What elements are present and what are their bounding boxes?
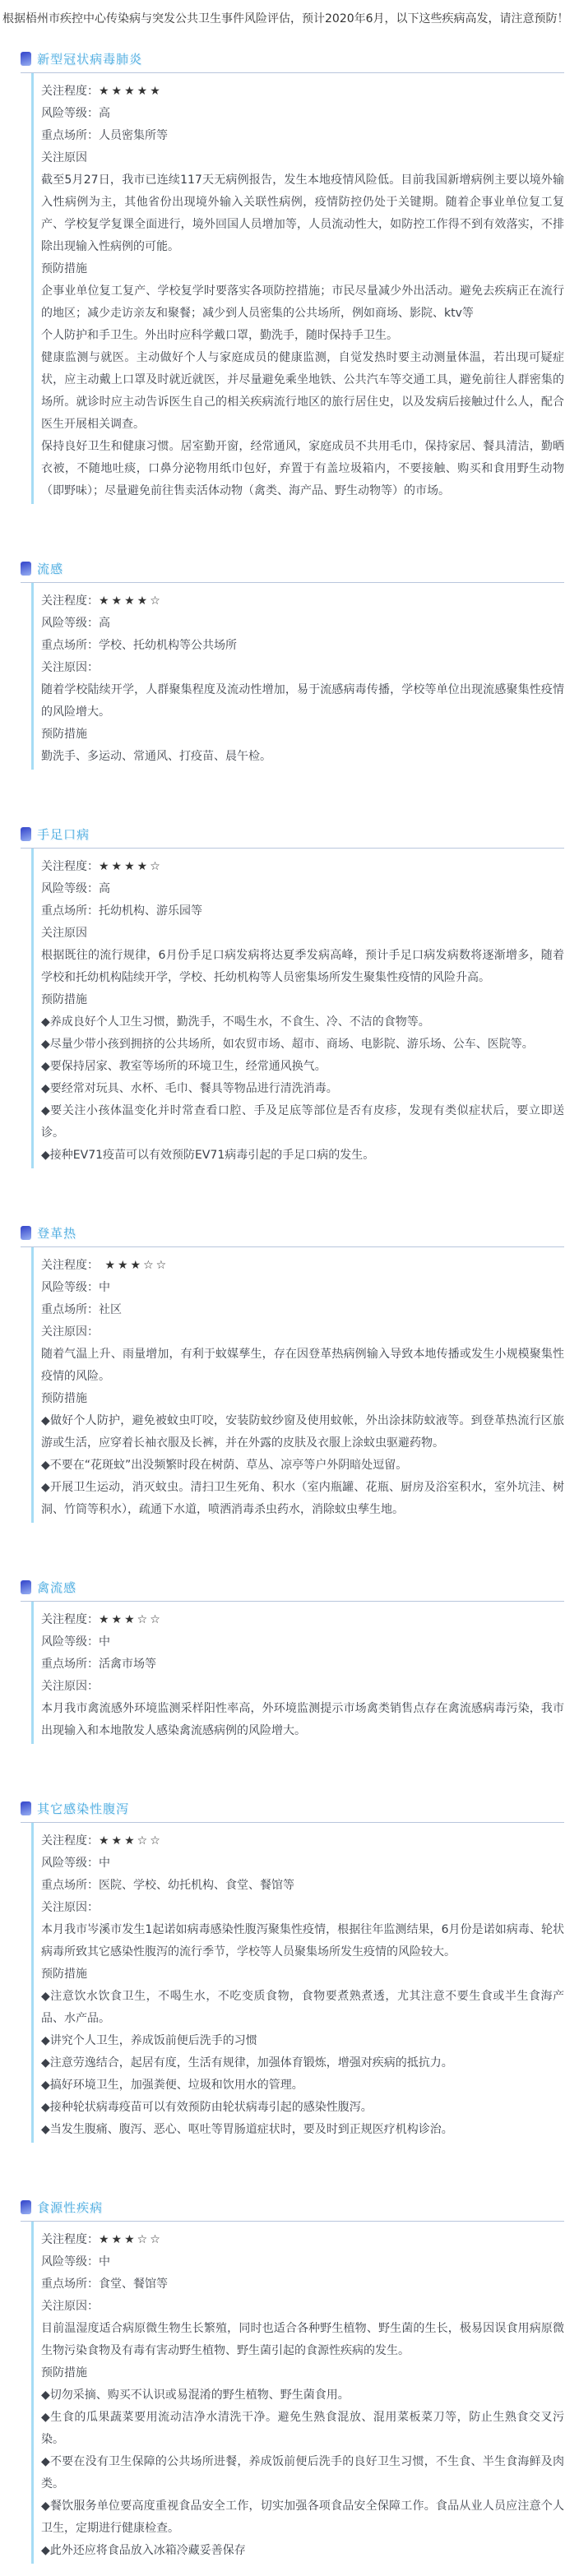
attention-line: [41, 1609, 564, 1631]
risk-label: 风险等级：: [41, 882, 99, 895]
section-title: 登革热: [37, 1226, 77, 1241]
risk-line: [41, 1631, 564, 1653]
places-line: [41, 125, 564, 147]
section-title: 禽流感: [37, 1580, 77, 1595]
prevention-measure: ◆接种EV71疫苗可以有效预防EV71病毒引起的手足口病的发生。: [41, 1149, 375, 1162]
reason-label: 关注原因：: [41, 1680, 99, 1693]
risk-value: 中: [99, 2255, 110, 2268]
reason-text: 目前温湿度适合病原微生物生长繁殖，同时也适合各种野生植物、野生菌的生长，极易因误食用病原微生物污染食物及有毒有害动野生植物、野生菌引起的食源性疾病的发生。: [41, 2322, 564, 2357]
reason-label: 关注原因：: [41, 2300, 99, 2313]
places-line: [41, 1653, 564, 1676]
prevention-measure: ◆不要在“花斑蚊”出没频繁时段在树荫、草丛、凉亭等户外阴暗处逗留。: [41, 1459, 408, 1472]
section-bullet-icon: [21, 1226, 31, 1240]
disease-section: [21, 1579, 564, 1744]
star-rating: ★★★★☆: [99, 860, 163, 873]
places-line: [41, 2273, 564, 2296]
section-body: [31, 849, 564, 1168]
section-body: [31, 2222, 564, 2564]
risk-value: 中: [99, 1281, 110, 1294]
prevention-label: 预防措施: [41, 2366, 87, 2379]
section-title: 新型冠状病毒肺炎: [37, 52, 143, 67]
risk-label: 风险等级：: [41, 1281, 99, 1294]
risk-line: [41, 103, 564, 125]
section-body: [31, 1602, 564, 1744]
disease-section: [21, 1800, 564, 2143]
reason-label: 关注原因: [41, 927, 87, 940]
attention-label: 关注程度：: [41, 860, 99, 873]
prevention-measure: ◆接种轮状病毒疫苗可以有效预防由轮状病毒引起的感染性腹泻。: [41, 2101, 373, 2114]
star-rating: ★★★☆☆: [99, 1834, 163, 1848]
risk-value: 中: [99, 1635, 110, 1649]
disease-section: [21, 1224, 564, 1523]
prevention-measure: ◆搞好环境卫生，加强粪便、垃圾和饮用水的管理。: [41, 2079, 303, 2092]
reason-label: 关注原因：: [41, 1901, 99, 1914]
places-label: 重点场所：: [41, 129, 99, 142]
prevention-measure: ◆切勿采摘、购买不认识或易混淆的野生植物、野生菌食用。: [41, 2389, 350, 2402]
section-header: [21, 1224, 564, 1247]
prevention-measure: ◆讲究个人卫生，养成饭前便后洗手的习惯: [41, 2034, 257, 2047]
prevention-measure: 健康监测与就医。主动做好个人与家庭成员的健康监测，自觉发热时要主动测量体温，若出现可疑症状，应主动戴上口罩及时就近就医，并尽量避免乘坐地铁、公共汽车等交通工具，避免前往人群密集的场所。就诊时应主动告诉医生自己的相关疾病流行地区的旅行居住史，以及发病后接触过什么人，配合医生开展相关调查。: [41, 351, 564, 431]
prevention-measure: ◆注意劳逸结合，起居有度，生活有规律，加强体育锻炼，增强对疾病的抵抗力。: [41, 2056, 453, 2070]
reason-text: 根据既往的流行规律，6月份手足口病发病将达夏季发病高峰，预计手足口病发病数将逐渐增多，随着学校和托幼机构陆续开学，学校、托幼机构等人员密集场所发生聚集性疫情的风险升高。: [41, 949, 564, 984]
star-rating: ★★★★☆: [99, 594, 163, 608]
section-header: [21, 2199, 564, 2222]
attention-label: 关注程度：: [41, 594, 99, 608]
places-label: 重点场所：: [41, 904, 99, 918]
star-rating: ★★★☆☆: [99, 1259, 169, 1272]
section-bullet-icon: [21, 1580, 31, 1594]
risk-line: [41, 1852, 564, 1875]
places-value: 活禽市场等: [99, 1658, 156, 1671]
risk-label: 风险等级：: [41, 1857, 99, 1870]
attention-line: [41, 1830, 564, 1852]
attention-label: 关注程度：: [41, 1834, 99, 1848]
places-value: 医院、学校、幼托机构、食堂、餐馆等: [99, 1879, 294, 1892]
section-bullet-icon: [21, 562, 31, 576]
prevention-measure: ◆注意饮水饮食卫生，不喝生水，不吃变质食物，食物要煮熟煮透，尤其注意不要生食或半生食海产品、水产品。: [41, 1990, 564, 2025]
section-body: [31, 1247, 564, 1523]
places-value: 食堂、餐馆等: [99, 2278, 168, 2291]
section-header: [21, 1579, 564, 1602]
sections: [0, 50, 579, 2564]
disease-section: [21, 50, 564, 504]
places-label: 重点场所：: [41, 639, 99, 652]
section-body: [31, 73, 564, 504]
attention-label: 关注程度：: [41, 1259, 99, 1272]
section-title: 食源性疾病: [37, 2200, 104, 2215]
attention-line: [41, 590, 564, 613]
star-rating: ★★★☆☆: [99, 1613, 163, 1626]
risk-line: [41, 2251, 564, 2273]
prevention-label: 预防措施: [41, 1968, 87, 1981]
prevention-measure: 保持良好卫生和健康习惯。居室勤开窗，经常通风，家庭成员不共用毛巾，保持家居、餐具清洁，勤晒衣被，不随地吐痰，口鼻分泌物用纸巾包好，弃置于有盖垃圾箱内，不要接触、购买和食用野生动物（即野味）；尽量避免前往售卖活体动物（禽类、海产品、野生动物等）的市场。: [41, 440, 564, 497]
attention-label: 关注程度：: [41, 85, 99, 98]
prevention-label: 预防措施: [41, 728, 87, 741]
attention-line: [41, 2229, 564, 2251]
star-rating: ★★★★★: [99, 85, 163, 98]
reason-text: 本月我市岑溪市发生1起诺如病毒感染性腹泻聚集性疫情，根据往年监测结果，6月份是诺如病毒、轮状病毒所致其它感染性腹泻的流行季节，学校等人员聚集场所发生疫情的风险较大。: [41, 1923, 564, 1959]
section-body: [31, 583, 564, 770]
star-rating: ★★★☆☆: [99, 2233, 163, 2246]
prevention-measure: ◆开展卫生运动，消灭蚊虫。清扫卫生死角、积水（室内瓶罐、花瓶、厨房及浴室积水，室外坑洼、树洞、竹筒等积水），疏通下水道，喷洒消毒杀虫药水，消除蚊虫孳生地。: [41, 1481, 564, 1516]
section-bullet-icon: [21, 52, 31, 66]
prevention-measure: ◆此外还应将食品放入冰箱冷藏妥善保存: [41, 2544, 246, 2557]
reason-text: 截至5月27日，我市已连续117天无病例报告，发生本地疫情风险低。目前我国新增病例主要以境外输入性病例为主，其他省份出现境外输入关联性病例，疫情防控仍处于关键期。随着企事业单位复工复产、学校复学复课全面进行，境外回国人员增加等，人员流动性大，如防控工作得不到有效落实，不排除出现输入性病例的可能。: [41, 173, 564, 253]
prevention-measure: ◆当发生腹痛、腹泻、恶心、呕吐等胃肠道症状时，要及时到正规医疗机构诊治。: [41, 2123, 453, 2136]
places-value: 学校、托幼机构等公共场所: [99, 639, 237, 652]
prevention-measure: ◆养成良好个人卫生习惯，勤洗手，不喝生水，不食生、冷、不洁的食物等。: [41, 1015, 430, 1029]
prevention-measure: ◆要关注小孩体温变化并时常查看口腔、手及足底等部位是否有皮疹，发现有类似症状后，要立即送诊。: [41, 1104, 564, 1140]
prevention-measure: ◆餐饮服务单位要高度重视食品安全工作，切实加强各项食品安全保障工作。食品从业人员应注意个人卫生，定期进行健康检查。: [41, 2500, 564, 2535]
places-line: [41, 900, 564, 923]
attention-line: [41, 856, 564, 878]
reason-text: 随着气温上升、雨量增加，有利于蚊媒孳生，存在因登革热病例输入导致本地传播或发生小规模聚集性疫情的风险。: [41, 1348, 564, 1383]
page-intro: 根据梧州市疾控中心传染病与突发公共卫生事件风险评估，预计2020年6月，以下这些疾病高发，请注意预防！: [2, 12, 569, 25]
places-label: 重点场所：: [41, 2278, 99, 2291]
risk-value: 高: [99, 617, 110, 630]
risk-label: 风险等级：: [41, 2255, 99, 2268]
section-bullet-icon: [21, 1801, 31, 1815]
risk-line: [41, 1277, 564, 1299]
attention-line: [41, 81, 564, 103]
prevention-measure: 勤洗手、多运动、常通风、打疫苗、晨午检。: [41, 750, 271, 763]
attention-label: 关注程度：: [41, 2233, 99, 2246]
attention-label: 关注程度：: [41, 1613, 99, 1626]
reason-label: 关注原因：: [41, 1325, 99, 1339]
prevention-measure: ◆生食的瓜果蔬菜要用流动洁净水清洗干净。避免生熟食混放、混用菜板菜刀等，防止生熟食交叉污染。: [41, 2411, 564, 2446]
places-value: 人员密集所等: [99, 129, 168, 142]
prevention-measure: ◆尽量少带小孩到拥挤的公共场所，如农贸市场、超市、商场、电影院、游乐场、公车、医院等。: [41, 1038, 534, 1051]
risk-label: 风险等级：: [41, 1635, 99, 1649]
section-title: 其它感染性腹泻: [37, 1801, 130, 1816]
risk-line: [41, 878, 564, 900]
risk-label: 风险等级：: [41, 617, 99, 630]
risk-value: 高: [99, 107, 110, 120]
prevention-measure: ◆要经常对玩具、水杯、毛巾、餐具等物品进行清洗消毒。: [41, 1082, 338, 1095]
prevention-label: 预防措施: [41, 993, 87, 1006]
risk-value: 高: [99, 882, 110, 895]
risk-line: [41, 613, 564, 635]
prevention-measure: 个人防护和手卫生。外出时应科学戴口罩，勤洗手，随时保持手卫生。: [41, 329, 398, 342]
reason-text: 本月我市禽流感外环境监测采样阳性率高，外环境监测提示市场禽类销售点存在禽流感病毒污染，我市出现输入和本地散发人感染禽流感病例的风险增大。: [41, 1702, 564, 1737]
places-value: 社区: [99, 1303, 122, 1316]
section-bullet-icon: [21, 2200, 31, 2214]
places-line: [41, 1299, 564, 1321]
section-header: [21, 1800, 564, 1823]
section-title: 手足口病: [37, 827, 90, 842]
reason-label: 关注原因: [41, 151, 87, 164]
disease-section: [21, 560, 564, 770]
risk-value: 中: [99, 1857, 110, 1870]
places-line: [41, 1875, 564, 1897]
section-header: [21, 50, 564, 73]
section-header: [21, 826, 564, 849]
prevention-measure: 企事业单位复工复产、学校复学时要落实各项防控措施；市民尽量减少外出活动。避免去疾病正在流行的地区；减少走访亲友和聚餐；减少到人员密集的公共场所，例如商场、影院、ktv等: [41, 284, 564, 320]
prevention-measure: ◆做好个人防护，避免被蚊虫叮咬，安装防蚊纱窗及使用蚊帐，外出涂抹防蚊液等。到登革热流行区旅游或生活，应穿着长袖衣服及长裤，并在外露的皮肤及衣服上涂蚊虫驱避药物。: [41, 1414, 564, 1450]
risk-label: 风险等级：: [41, 107, 99, 120]
section-header: [21, 560, 564, 583]
prevention-measure: ◆要保持居家、教室等场所的环境卫生，经常通风换气。: [41, 1060, 327, 1073]
places-label: 重点场所：: [41, 1303, 99, 1316]
reason-text: 随着学校陆续开学，人群聚集程度及流动性增加，易于流感病毒传播，学校等单位出现流感聚集性疫情的风险增大。: [41, 683, 564, 719]
places-label: 重点场所：: [41, 1879, 99, 1892]
prevention-measure: ◆不要在没有卫生保障的公共场所进餐，养成饭前便后洗手的良好卫生习惯，不生食、半生食海鲜及肉类。: [41, 2455, 564, 2490]
section-body: [31, 1823, 564, 2143]
prevention-label: 预防措施: [41, 1392, 87, 1405]
section-title: 流感: [37, 562, 64, 576]
prevention-label: 预防措施: [41, 262, 87, 275]
places-value: 托幼机构、游乐园等: [99, 904, 202, 918]
section-bullet-icon: [21, 827, 31, 841]
reason-label: 关注原因：: [41, 661, 99, 674]
places-line: [41, 635, 564, 657]
disease-section: [21, 826, 564, 1168]
disease-section: [21, 2199, 564, 2564]
places-label: 重点场所：: [41, 1658, 99, 1671]
attention-line: [41, 1255, 564, 1277]
